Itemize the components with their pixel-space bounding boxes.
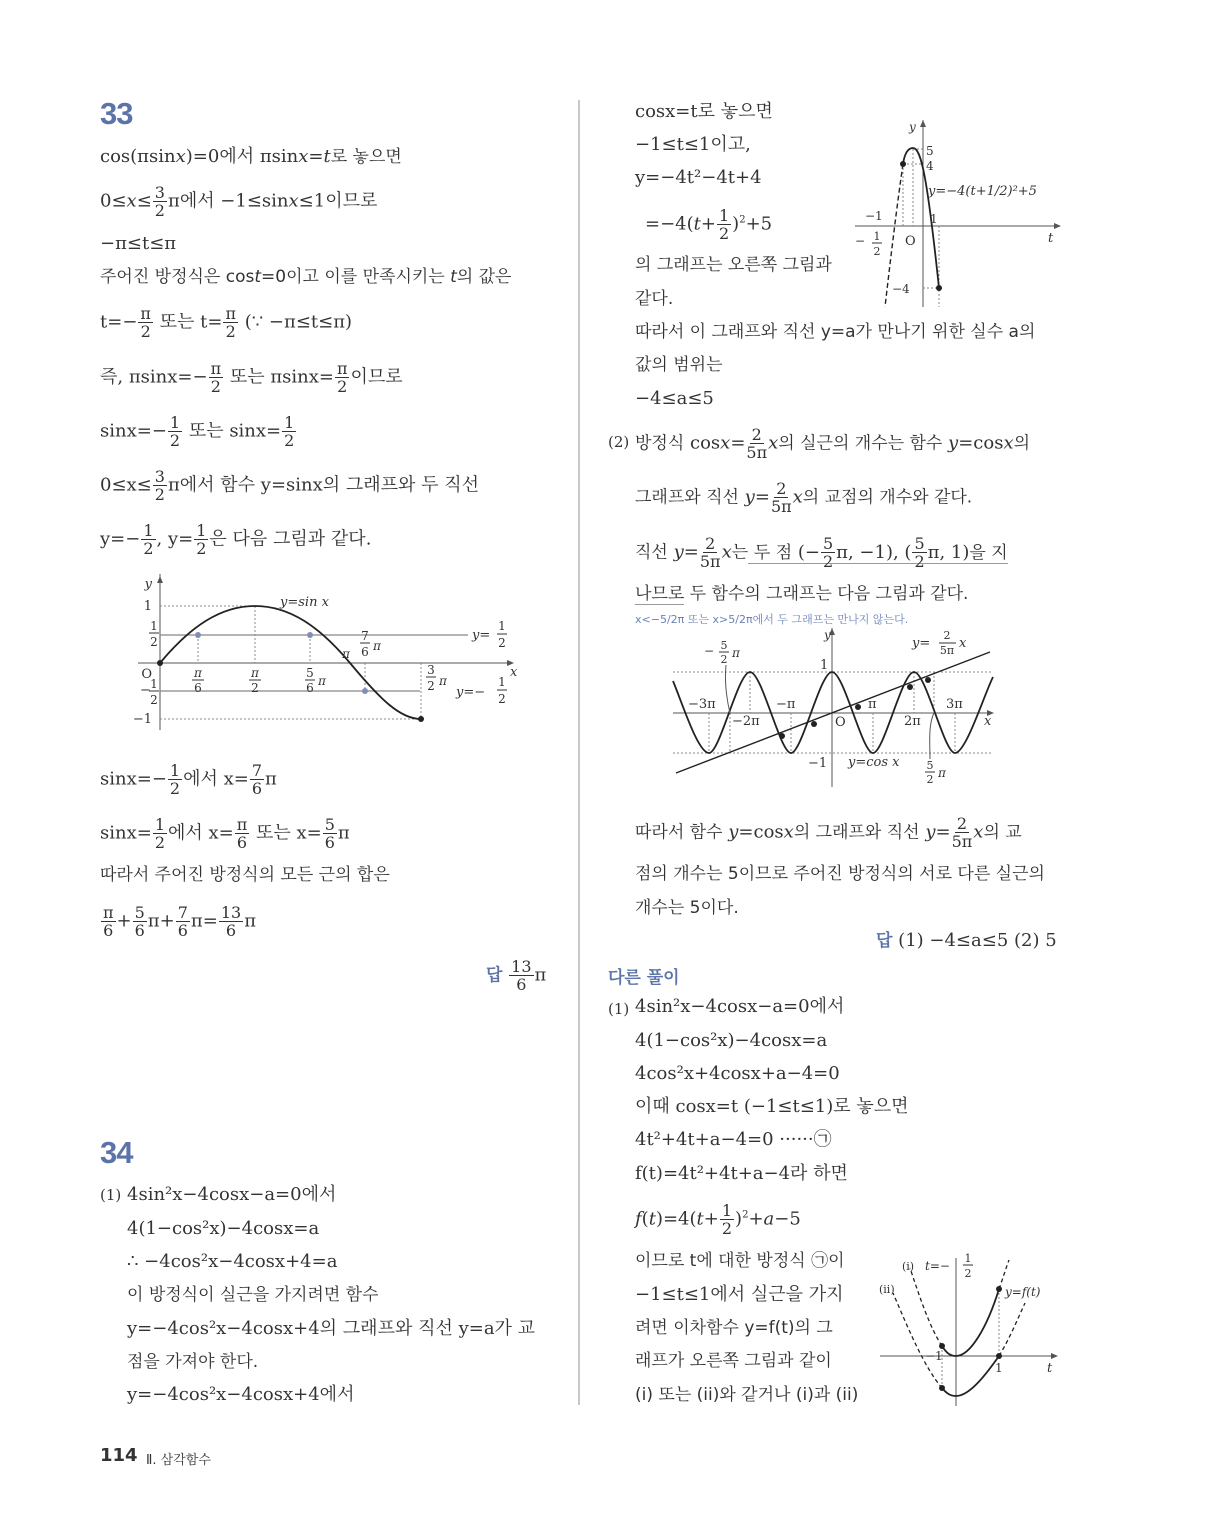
p34-part2-line-1: 방정식 cosx= $\frac{2}{5\pi}$ x의 실근의 개수는 함수 y=cosx의 (635, 425, 1031, 462)
alt-line-7: f(t)=4(t+ $\frac{1}{2}$ )$^2$+a−5 (635, 1201, 801, 1238)
svg-text:(ii): (ii) (879, 1283, 895, 1296)
svg-text:2: 2 (150, 635, 158, 649)
p33-line-13: $\frac{\pi}{6}$ + $\frac{5}{6}$ π+ $\frac{7}{6}$ π= $\frac{13}{6}$ π (103, 903, 257, 940)
svg-text:y=−: y=− (456, 685, 486, 700)
svg-text:−: − (140, 683, 151, 698)
svg-text:−: − (855, 234, 866, 248)
p33-line-8: 0≤x≤ $\frac{3}{2}$ π에서 함수 y=sinx의 그래프와 두 직선 (100, 467, 480, 504)
alt-line-5: 4t²+4t+a−4=0 ······㉠ (635, 1129, 832, 1150)
svg-text:5: 5 (926, 144, 934, 158)
svg-text:−π: −π (776, 697, 796, 712)
problem-34-number: 34 (100, 1135, 133, 1170)
p34-part2-line-7: 개수는 5이다. (635, 898, 739, 918)
svg-text:1: 1 (150, 619, 158, 633)
svg-text:(i): (i) (902, 1260, 915, 1273)
p33-line-5: t=− $\frac{\pi}{2}$ 또는 t= $\frac{\pi}{2}$ (∵ −π≤t≤π) (100, 304, 353, 341)
p34-line-5: y=−4cos²x−4cosx+4의 그래프와 직선 y=a가 교 (127, 1318, 536, 1339)
svg-text:2: 2 (427, 679, 435, 693)
svg-text:x: x (510, 665, 518, 680)
svg-text:π: π (439, 674, 447, 688)
p34-answer: 답 (1) −4≤a≤5 (2) 5 (876, 930, 1057, 951)
p33-line-12: 따라서 주어진 방정식의 모든 근의 합은 (100, 865, 390, 885)
svg-text:y=: y= (472, 628, 491, 643)
p33-line-11: sinx= $\frac{1}{2}$ 에서 x= $\frac{\pi}{6}$ 또는 x= $\frac{5}{6}$ π (100, 815, 350, 852)
svg-text:6: 6 (194, 681, 202, 695)
svg-text:7: 7 (361, 629, 369, 643)
svg-text:π: π (194, 666, 202, 680)
svg-text:2: 2 (873, 245, 881, 258)
alt-line-10: 려면 이차함수 y=f(t)의 그 (635, 1318, 833, 1338)
p33-line-10: sinx=− $\frac{1}{2}$ 에서 x= $\frac{7}{6}$ π (100, 761, 277, 798)
p34-part2-line-6: 점의 개수는 5이므로 주어진 방정식의 서로 다른 실근의 (635, 864, 1045, 884)
svg-text:1: 1 (143, 599, 152, 614)
svg-text:5π: 5π (939, 644, 955, 657)
svg-text:y=f(t): y=f(t) (1005, 1285, 1041, 1299)
svg-text:−1: −1 (925, 1349, 943, 1363)
p34-line-2: 4(1−cos²x)−4cosx=a (127, 1218, 320, 1239)
svg-text:1: 1 (498, 675, 506, 689)
svg-text:π: π (373, 639, 381, 653)
p34-line-14: 따라서 이 그래프와 직선 y=a가 만나기 위한 실수 a의 (635, 322, 1036, 342)
svg-text:5: 5 (720, 639, 728, 652)
p34-line-1: 4sin²x−4cosx−a=0에서 (127, 1184, 337, 1205)
p33-line-3: −π≤t≤π (100, 233, 177, 254)
p34-part2-label: (2) (608, 433, 630, 451)
svg-text:3: 3 (427, 663, 435, 677)
p34-line-10: y=−4t²−4t+4 (635, 167, 762, 188)
svg-text:y=sin x: y=sin x (280, 595, 329, 610)
sine-graph (130, 572, 530, 732)
svg-text:x: x (959, 636, 967, 651)
svg-text:−3π: −3π (688, 697, 716, 712)
p34-line-7: y=−4cos²x−4cosx+4에서 (127, 1384, 355, 1405)
svg-text:x: x (984, 714, 992, 729)
section-title: Ⅱ. 삼각함수 (146, 1453, 211, 1468)
svg-text:−: − (704, 644, 715, 658)
parabola-graph (845, 115, 1070, 310)
p34-line-13: 같다. (635, 289, 674, 309)
p33-line-1: cos(πsinx)=0에서 πsinx=t로 놓으면 (100, 146, 402, 167)
svg-text:t: t (1048, 231, 1054, 246)
alt-line-9: −1≤t≤1에서 실근을 가지 (635, 1284, 844, 1305)
p33-line-6: 즉, πsinx=− $\frac{\pi}{2}$ 또는 πsinx= $\frac{\pi}{2}$ 이므로 (100, 359, 403, 396)
column-divider (578, 100, 580, 1405)
svg-text:1: 1 (964, 1252, 972, 1265)
svg-text:1: 1 (150, 677, 158, 691)
alt-label: (1) (608, 1000, 630, 1018)
p34-part2-line-3: 직선 y= $\frac{2}{5\pi}$ x는 두 점 (− $\frac{5}{2}$ π, −1), ( $\frac{5}{2}$ π, 1)을 지 (635, 534, 1008, 571)
svg-text:1: 1 (873, 230, 881, 243)
p34-line-9: −1≤t≤1이고, (635, 134, 751, 155)
svg-text:O: O (905, 234, 916, 249)
svg-text:2: 2 (251, 681, 259, 695)
svg-text:y=−4(t+1/2)²+5: y=−4(t+1/2)²+5 (928, 184, 1037, 199)
p34-part1-label: (1) (100, 1186, 122, 1204)
svg-text:4: 4 (926, 159, 934, 173)
p34-part2-line-4: 나므로 두 함수의 그래프는 다음 그림과 같다. (635, 584, 969, 604)
svg-text:6: 6 (361, 645, 369, 659)
svg-text:y=: y= (912, 636, 931, 651)
svg-text:y=cos x: y=cos x (848, 755, 900, 770)
svg-text:π: π (732, 646, 740, 660)
svg-text:1: 1 (498, 619, 506, 633)
svg-text:y: y (144, 577, 152, 592)
svg-text:π: π (342, 647, 350, 661)
svg-text:1: 1 (930, 212, 938, 226)
alt-line-11: 래프가 오른쪽 그림과 같이 (635, 1351, 832, 1371)
svg-text:2: 2 (926, 773, 934, 786)
cosine-graph (668, 625, 998, 790)
p34-line-16: −4≤a≤5 (635, 388, 714, 409)
svg-text:−1: −1 (865, 209, 883, 223)
p33-answer: 답 $\frac{13}{6}$ π (486, 957, 547, 994)
svg-text:2: 2 (964, 1267, 972, 1280)
svg-text:1: 1 (820, 658, 829, 673)
alt-line-12: (i) 또는 (ii)와 같거나 (i)과 (ii) (635, 1385, 859, 1405)
svg-text:−2π: −2π (732, 714, 760, 729)
svg-text:y: y (909, 120, 916, 134)
svg-text:5: 5 (306, 666, 314, 680)
svg-text:O: O (141, 667, 152, 682)
p34-part2-line-5: 따라서 함수 y=cosx의 그래프와 직선 y= $\frac{2}{5\pi}$ x의 교 (635, 814, 1022, 851)
problem-33-number: 33 (100, 96, 133, 131)
p33-line-7: sinx=− $\frac{1}{2}$ 또는 sinx= $\frac{1}{2}$ (100, 413, 295, 450)
svg-text:2: 2 (498, 692, 506, 706)
svg-text:π: π (868, 697, 877, 712)
svg-text:6: 6 (306, 681, 314, 695)
svg-text:π: π (251, 666, 259, 680)
p34-line-3: ∴ −4cos²x−4cosx+4=a (127, 1251, 338, 1272)
svg-text:5: 5 (926, 759, 934, 772)
p34-line-11: =−4(t+ $\frac{1}{2}$ )$^2$+5 (645, 206, 773, 243)
svg-text:t=−: t=− (925, 1259, 950, 1273)
p33-line-9: y=− $\frac{1}{2}$ , y= $\frac{1}{2}$ 은 다음 그림과 같다. (100, 521, 372, 558)
alt-line-2: 4(1−cos²x)−4cosx=a (635, 1030, 828, 1051)
page-number: 114 (100, 1445, 138, 1466)
svg-text:2: 2 (943, 629, 951, 642)
ft-parabola-graph (875, 1248, 1065, 1408)
p33-line-2: 0≤x≤ $\frac{3}{2}$ π에서 −1≤sinx≤1이므로 (100, 183, 378, 220)
p34-line-12: 의 그래프는 오른쪽 그림과 (635, 255, 832, 275)
alt-line-6: f(t)=4t²+4t+a−4라 하면 (635, 1163, 848, 1184)
alt-line-3: 4cos²x+4cosx+a−4=0 (635, 1063, 840, 1084)
alt-line-4: 이때 cosx=t (−1≤t≤1)로 놓으면 (635, 1096, 909, 1117)
p34-part2-line-2: 그래프와 직선 y= $\frac{2}{5\pi}$ x의 교점의 개수와 같다. (635, 479, 973, 516)
svg-text:π: π (938, 766, 946, 780)
p34-part2-note: x<−5/2π 또는 x>5/2π에서 두 그래프는 만나지 않는다. (635, 613, 909, 626)
p34-line-6: 점을 가져야 한다. (127, 1352, 259, 1372)
svg-text:2: 2 (150, 693, 158, 707)
p34-line-4: 이 방정식이 실근을 가지려면 함수 (127, 1285, 379, 1305)
alt-line-8: 이므로 t에 대한 방정식 ㉠이 (635, 1251, 845, 1271)
svg-text:2: 2 (720, 653, 728, 666)
svg-text:O: O (835, 715, 846, 730)
svg-text:−1: −1 (808, 756, 828, 771)
alternate-solution-title: 다른 풀이 (608, 968, 680, 988)
p33-line-4: 주어진 방정식은 cost=0이고 이를 만족시키는 t의 값은 (100, 267, 512, 287)
p34-line-15: 값의 범위는 (635, 355, 723, 375)
svg-text:3π: 3π (946, 697, 963, 712)
p34-line-8: cosx=t로 놓으면 (635, 101, 773, 122)
alt-line-1: 4sin²x−4cosx−a=0에서 (635, 996, 845, 1017)
svg-text:t: t (1047, 1361, 1053, 1376)
svg-text:y: y (824, 628, 831, 642)
svg-text:2π: 2π (904, 714, 921, 729)
svg-text:2: 2 (498, 636, 506, 650)
svg-text:π: π (318, 674, 326, 688)
svg-text:−1: −1 (132, 712, 152, 727)
svg-text:1: 1 (995, 1361, 1003, 1375)
svg-text:−4: −4 (892, 282, 910, 296)
